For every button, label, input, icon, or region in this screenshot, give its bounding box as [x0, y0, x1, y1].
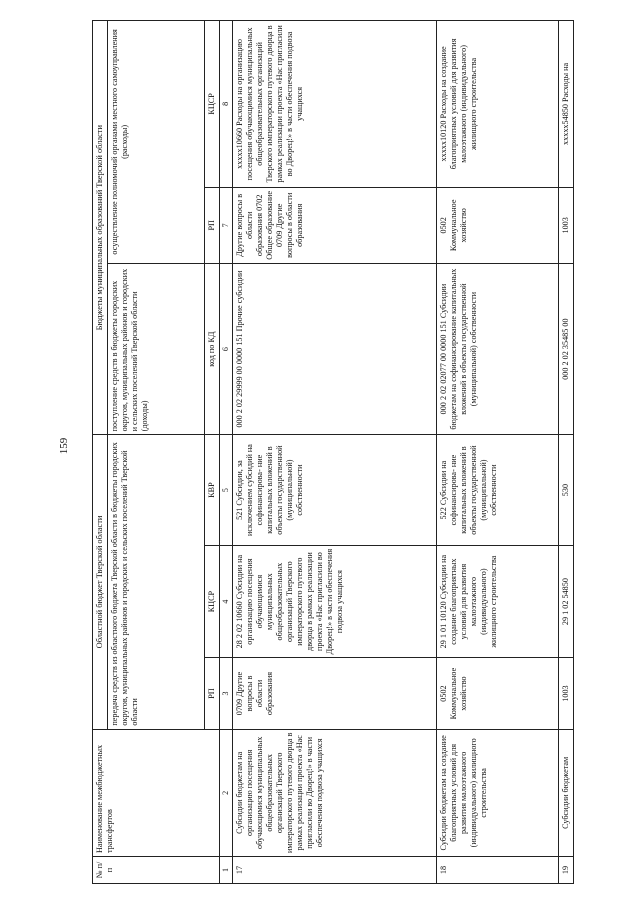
header-kvr: КВР: [205, 435, 220, 545]
col-num: 4: [220, 545, 233, 658]
row-rp2: Другие вопросы в области образования 0702 Общее образование 0709 Другие вопросы в области образования: [233, 187, 437, 263]
row-kcsr: 28 2 02 10660 Субсидии на организацию посещения обучающимися муниципальных общеобразовательных организаций Тверского императорского путевого дворца в рамках реализации проекта «Нас пригласили во Дворец!» в части обеспечения подвоза учащихся: [233, 545, 437, 658]
header-no: № п/п: [93, 857, 220, 884]
header-regional-budget: Областной бюджет Тверской области: [93, 435, 108, 729]
header-kcsr2: КЦСР: [205, 21, 220, 188]
header-municipal-expense: осуществление полномочий органами местного самоуправления (расходы): [108, 21, 205, 264]
row-rp: 0502 Коммунальное хозяйство: [437, 658, 559, 729]
header-municipal-budget: Бюджеты муниципальных образований Тверской области: [93, 21, 108, 435]
row-kd: 000 2 02 02077 00 0000 151 Субсидии бюджетам на софинансирование капитальных вложений в объекты государственной (муниципальной) собственности: [437, 263, 559, 435]
table-row: [559, 21, 574, 884]
table-row: [233, 21, 437, 884]
header-rp2: РП: [205, 187, 220, 263]
row-kvr: 530: [559, 435, 574, 545]
column-number-row: [220, 21, 233, 884]
row-kcsr2: xxxxx54850 Расходы на: [559, 21, 574, 188]
row-no: 18: [437, 857, 559, 884]
header-rp: РП: [205, 658, 220, 729]
col-num: 8: [220, 21, 233, 188]
col-num: 6: [220, 263, 233, 435]
transfers-table: [92, 20, 574, 884]
header-kcsr: КЦСР: [205, 545, 220, 658]
row-rp: 0709 Другие вопросы в области образования: [233, 658, 437, 729]
table-row: [437, 21, 559, 884]
col-num: 5: [220, 435, 233, 545]
row-kcsr2: xxxxx10660 Расходы на организацию посещения обучающимися муниципальных общеобразовательных организаций Тверского императорского путевого дворца в рамках реализации проекта «Нас пригласили во Дворец!» в части обеспечения подвоза учащихся: [233, 21, 437, 188]
col-num: 1: [220, 857, 233, 884]
rotated-table-container: [92, 20, 600, 884]
row-name: Субсидии бюджетам на создание благоприятных условий для развития малоэтажного (индивидуального) жилищного строительства: [437, 729, 559, 856]
col-num: 2: [220, 729, 233, 856]
row-kcsr: 29 1 02 54850: [559, 545, 574, 658]
row-name: Субсидии бюджетам: [559, 729, 574, 856]
header-municipal-income: поступление средств в бюджеты городских округов, муниципальных районов и городских и сельских поселений Тверской области (доходы): [108, 263, 205, 435]
row-kcsr: 29 1 01 10120 Субсидии на создание благоприятных условий для развития малоэтажного (индивидуального) жилищного строительства: [437, 545, 559, 658]
row-rp2: 1003: [559, 187, 574, 263]
row-name: Субсидии бюджетам на организацию посещения обучающимися муниципальных общеобразовательных организаций Тверского императорского путевого дворца в рамках реализации проекта «Нас пригласили во Дворец!» в части обеспечения подвоза учащихся: [233, 729, 437, 856]
row-kvr: 521 Субсидии, за исключением субсидий на софинансирова- ние капитальных вложений в объекты государственной (муниципальной) собственности: [233, 435, 437, 545]
header-regional-sub: передача средств из областного бюджета Тверской области в бюджеты городских округов, муниципальных районов и городских и сельских поселений Тверской области: [108, 435, 205, 729]
page-number: 159: [58, 437, 70, 455]
row-kd: 000 2 02 35485 00: [559, 263, 574, 435]
header-name: Наименование межбюджетных трансфертов: [93, 729, 220, 856]
row-rp2: 0502 Коммунальное хозяйство: [437, 187, 559, 263]
row-kd: 000 2 02 29999 00 0000 151 Прочие субсидии: [233, 263, 437, 435]
col-num: 7: [220, 187, 233, 263]
row-kcsr2: xxxxx10120 Расходы на создание благоприятных условий для развития малоэтажного (индивидуального) жилищного строительства: [437, 21, 559, 188]
header-kd: код по КД: [205, 263, 220, 435]
col-num: 3: [220, 658, 233, 729]
header-row-1: [93, 21, 108, 884]
row-no: 17: [233, 857, 437, 884]
row-rp: 1003: [559, 658, 574, 729]
row-no: 19: [559, 857, 574, 884]
row-kvr: 522 Субсидии на софинансирова- ние капитальных вложений в объекты государственной (муниципальной) собственности: [437, 435, 559, 545]
